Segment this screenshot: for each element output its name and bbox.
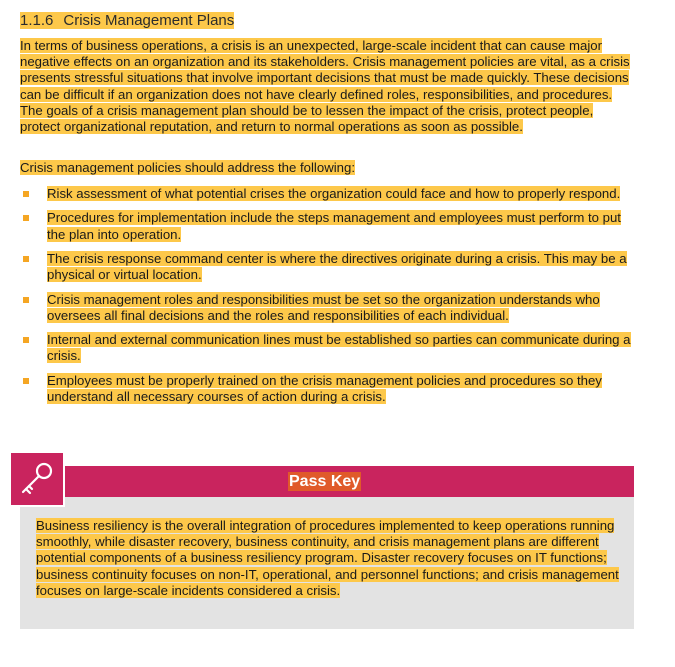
section-number: 1.1.6 <box>20 12 54 29</box>
list-item-text: Crisis management roles and responsibilities must be set so the organization understands who oversees all final decisions and the roles and responsibilities of each individual. <box>47 291 600 323</box>
list-item <box>20 186 632 202</box>
key-icon <box>17 459 57 499</box>
bullet-square-icon <box>23 297 29 303</box>
list-item-text: Internal and external communication lines must be established so parties can communicate during a crisis. <box>47 332 631 364</box>
pass-key-body-text: Business resiliency is the overall integration of procedures implemented to keep operations running smoothly, while disaster recovery, business continuity, and crisis management plans are different potential components of a business resiliency program. Disaster recovery focuses on IT functions; business continuity focuses on non-IT, operational, and personnel functions; and crisis management focuses on large-scale incidents considered a crisis. <box>36 518 619 598</box>
intro-paragraph <box>20 38 632 135</box>
list-item <box>20 251 632 283</box>
pass-key-header-bar <box>20 466 634 497</box>
list-item <box>20 373 632 405</box>
list-lead <box>20 160 632 176</box>
list-item-text: Procedures for implementation include the steps management and employees must perform to put the plan into operation. <box>47 210 621 242</box>
section-heading <box>20 12 234 30</box>
bullet-square-icon <box>23 256 29 262</box>
list-item <box>20 210 632 242</box>
list-item-text: Employees must be properly trained on the crisis management policies and procedures so they understand all necessary courses of action during a crisis. <box>47 372 602 404</box>
intro-text: In terms of business operations, a crisis is an unexpected, large-scale incident that can cause major negative effects on an organization and its stakeholders. Crisis management policies are vital, as a crisis presents stressful situations that involve important decisions that must be made quickly. These decisions can be difficult if an organization does not have clearly defined roles, responsibilities, and procedures. The goals of a crisis management plan should be to lessen the impact of the crisis, protect people, protect organizational reputation, and return to normal operations as soon as possible. <box>20 38 630 135</box>
policy-bullet-list <box>20 186 632 413</box>
pass-key-icon-box <box>11 453 65 507</box>
bullet-square-icon <box>23 378 29 384</box>
section-title: Crisis Management Plans <box>63 12 235 29</box>
list-item-text: The crisis response command center is where the directives originate during a crisis. This may be a physical or virtual location. <box>47 250 627 283</box>
bullet-square-icon <box>23 337 29 343</box>
pass-key-box <box>20 466 634 629</box>
pass-key-title: Pass Key <box>289 473 361 490</box>
list-item <box>20 332 632 364</box>
list-item <box>20 292 632 324</box>
bullet-square-icon <box>23 191 29 197</box>
pass-key-body <box>36 518 620 599</box>
list-item-text: Risk assessment of what potential crises the organization could face and how to properly respond. <box>47 186 621 201</box>
bullet-square-icon <box>23 215 29 221</box>
list-lead-text: Crisis management policies should address the following: <box>20 160 355 175</box>
